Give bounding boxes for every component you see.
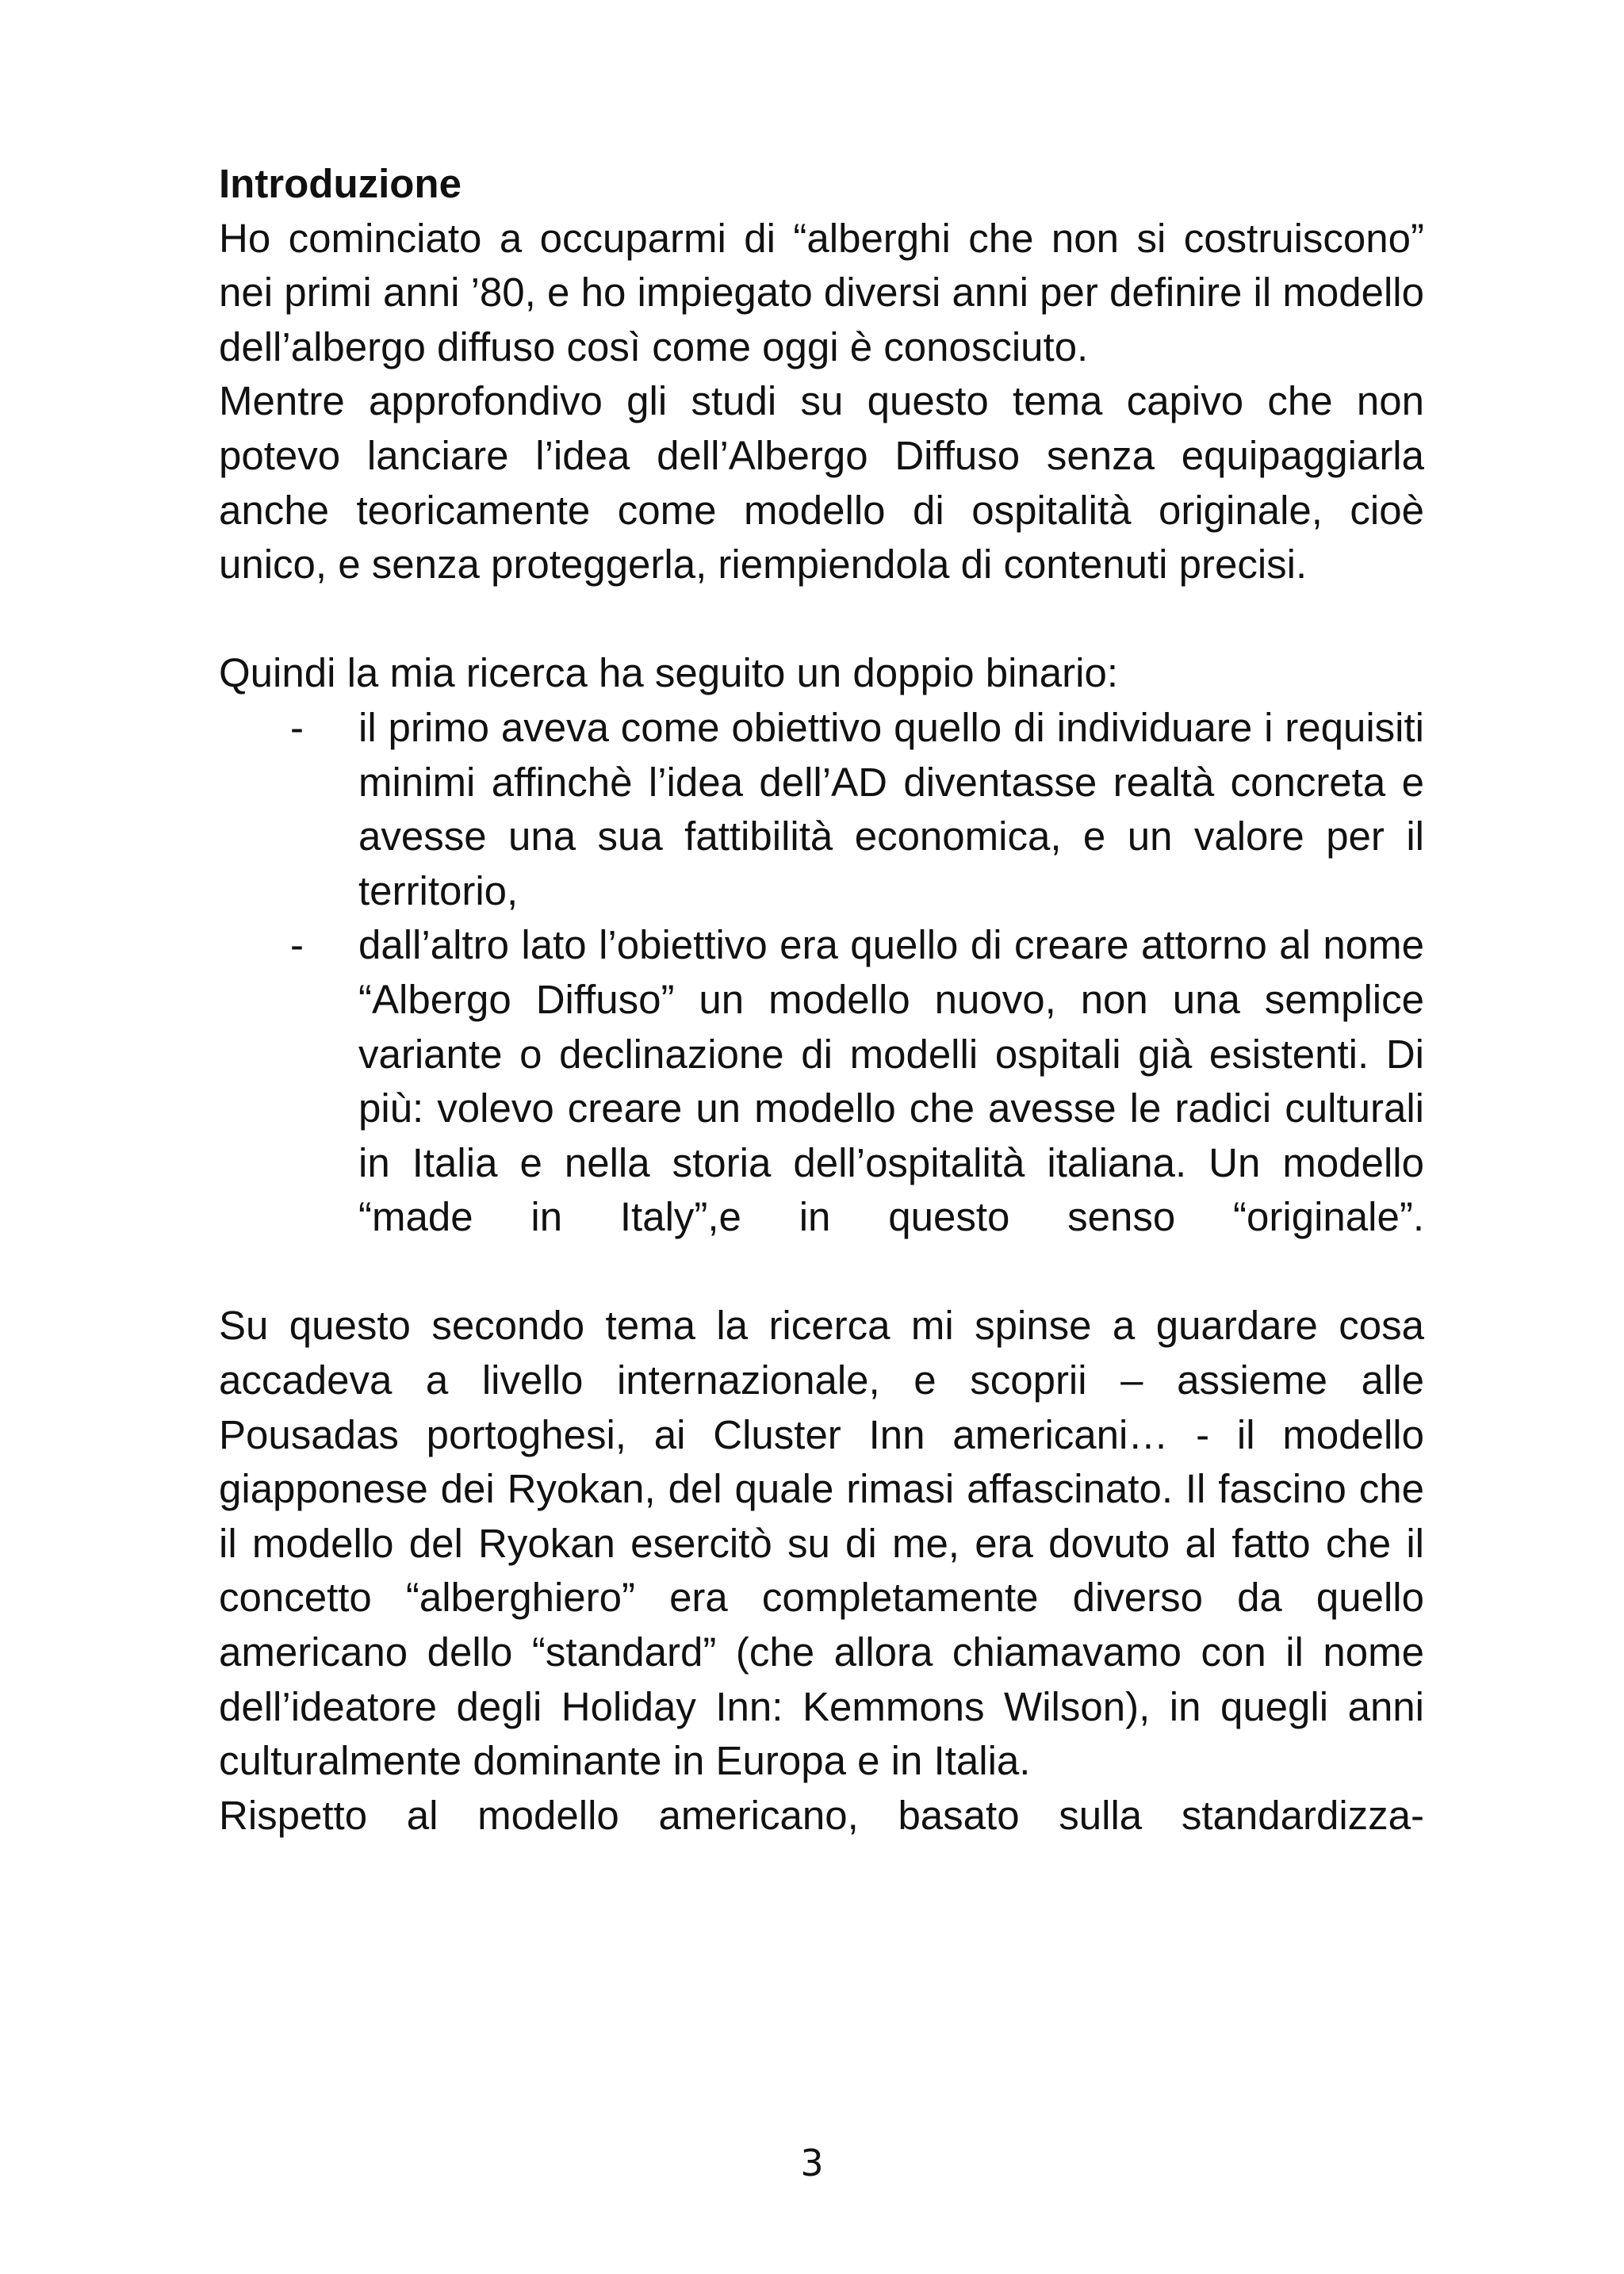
intro-paragraph-2: Mentre approfondivo gli studi su questo tema capivo che non potevo lanciare l’idea dell’Albergo Diffuso senza equipaggiarla anche teoricamente come modello di ospitalità originale, cioè unico, e senza proteggerla, riempiendola di contenuti precisi.	[219, 378, 1424, 588]
list-item-text: dall’altro lato l’obiettivo era quello di creare attorno al nome “Albergo Diffuso” un modello nuovo, non una semplice variante o declinazione di modelli ospitali già esistenti. Di più: volevo creare un modello che avesse le radici culturali in Italia e nella storia dell’ospitalità italiana. Un modello “made in Italy”,e in questo senso “originale”.	[358, 922, 1424, 1240]
list-item-text: il primo aveva come obiettivo quello di individuare i requisiti minimi affinchè l’idea dell’AD diventasse realtà concreta e avesse una sua fattibilità economica, e un valore per il territorio,	[358, 704, 1424, 913]
paragraph-spacer	[219, 592, 1424, 647]
intro-paragraph-1: Ho cominciato a occuparmi di “alberghi che non si costruiscono” nei primi anni ’80, e ho impiegato diversi anni per definire il modello dell’albergo diffuso così come oggi è conosciuto.	[219, 215, 1424, 369]
paragraph-3: Su questo secondo tema la ricerca mi spinse a guardare cosa accadeva a livello internazionale, e scoprii – assieme alle Pousadas portoghesi, ai Cluster Inn americani… - il modello giapponese dei Ryokan, del quale rimasi affascinato. Il fascino che il modello del Ryokan esercitò su di me, era dovuto al fatto che il concetto “alberghiero” era completamente diverso da quello americano dello “standard” (che allora chiamavamo con il nome dell’ideatore degli Holiday Inn: Kemmons Wilson), in quegli anni culturalmente dominante in Europa e in Italia.	[219, 1303, 1424, 1784]
list-intro: Quindi la mia ricerca ha seguito un doppio binario:	[219, 650, 1119, 696]
paragraph-4: Rispetto al modello americano, basato sulla standardizza-	[219, 1792, 1424, 1838]
requirements-list	[219, 701, 1424, 1245]
page-body	[219, 157, 1424, 1843]
page-number: 3	[800, 2142, 824, 2184]
paragraph-spacer	[219, 1245, 1424, 1300]
list-bullet: -	[290, 704, 304, 750]
list-item	[219, 701, 1424, 918]
list-bullet: -	[290, 922, 304, 968]
section-title: Introduzione	[219, 161, 462, 206]
list-item	[219, 918, 1424, 1245]
